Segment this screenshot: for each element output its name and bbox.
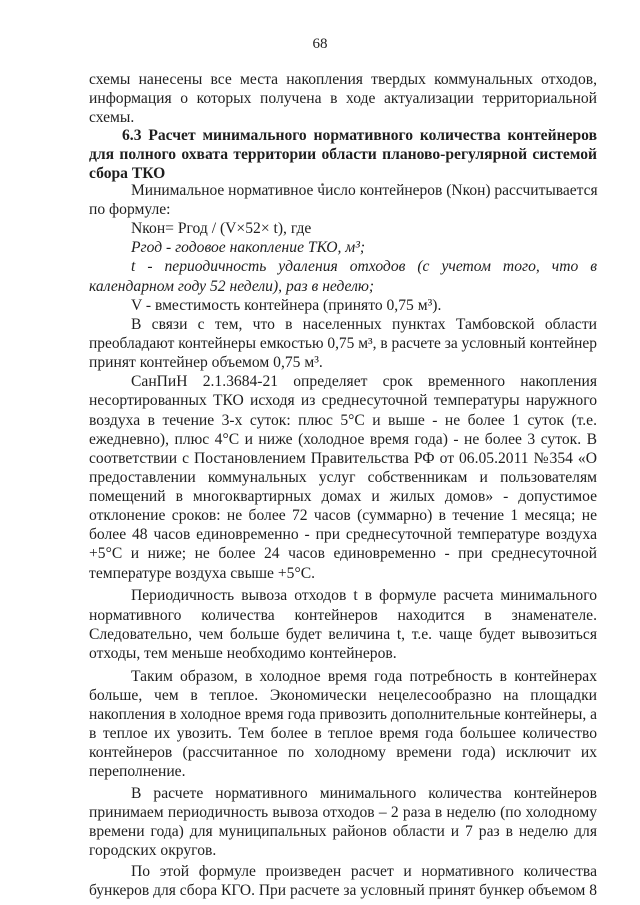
text-line: схемы. <box>89 109 135 127</box>
text-line: информация о которых получена в ходе актуализации территориальной <box>89 90 597 108</box>
text-line: температуре воздуха свыше +5°С. <box>89 564 315 582</box>
text-line: контейнеров (рассчитанное по холодному времени года) исключит их <box>89 744 597 762</box>
formula-line: Nкон= Ргод / (V×52× t), где <box>131 220 312 238</box>
text-line: отклонение сроков: не более 72 часов (суммарно) в течение 1 месяца; не <box>89 507 597 525</box>
text-line: воздуха в течение 3-х суток: плюс 5°С и выше - не более 1 суток (т.е. <box>89 411 597 429</box>
text-line: Таким образом, в холодное время года потребность в контейнерах <box>131 667 597 685</box>
text-line: СанПиН 2.1.3684-21 определяет срок временного накопления <box>131 373 597 391</box>
text-line: предоставлении коммунальных услуг собственникам и пользователям <box>89 468 597 486</box>
text-line: Периодичность вывоза отходов t в формуле расчета минимального <box>131 587 597 605</box>
text-line: времени года) для муниципальных районов области и 7 раз в неделю для <box>89 822 597 840</box>
section-heading-line: 6.3 Расчет минимального нормативного количества контейнеров <box>122 126 597 144</box>
text-line: переполнение. <box>89 763 186 781</box>
text-line: больше, чем в теплое. Экономически нецелесообразно на площадки <box>89 686 597 704</box>
text-line: Следовательно, чем больше будет величина t, т.е. чаще будет вывозиться <box>89 625 597 643</box>
formula-variable-line: V - вместимость контейнера (принято 0,75 м³). <box>131 296 442 314</box>
text-line: В связи с тем, что в населенных пунктах Тамбовской области <box>131 315 597 333</box>
formula-variable-line: календарном году 52 недели), раз в неделю; <box>89 277 375 295</box>
text-line: +5°С и ниже; не более 24 часов единовременно - при среднесуточной <box>89 545 597 563</box>
formula-variable-line: Ргод - годовое накопление ТКО, м³; <box>131 239 366 257</box>
text-line: принят контейнер объемом 0,75 м³. <box>89 354 323 372</box>
text-line: по формуле: <box>89 201 171 219</box>
text-line: накопления в холодное время года привозить дополнительные контейнеры, а <box>89 706 597 723</box>
text-line: соответствии с Постановлением Правительства РФ от 06.05.2011 №354 «О <box>89 449 597 467</box>
text-line: принимаем периодичность вывоза отходов – 2 раза в неделю (по холодному <box>89 803 597 821</box>
text-line: схемы нанесены все места накопления твердых коммунальных отходов, <box>89 71 597 88</box>
section-heading-line: сбора ТКО <box>89 164 166 182</box>
text-line: По этой формуле произведен расчет и нормативного количества <box>131 862 597 880</box>
section-heading-line: для полного охвата территории области планово-регулярной системой <box>89 145 597 163</box>
text-line: отходы, тем меньше необходимо контейнеров. <box>89 644 397 662</box>
text-line: несортированных ТКО исходя из среднесуточной температуры наружного <box>89 392 597 410</box>
text-line: В расчете нормативного минимального количества контейнеров <box>131 784 597 802</box>
text-line: преобладают контейнеры емкостью 0,75 м³, в расчете за условный контейнер <box>89 335 597 352</box>
text-line: более 48 часов единовременно - при среднесуточной температуре воздуха <box>89 526 597 544</box>
text-line: ежедневно), плюс 4°С и ниже (холодное время года) - не более 3 суток. В <box>89 430 597 448</box>
text-line: Минимальное нормативное число контейнеров (Nкон) рассчитывается <box>131 181 598 199</box>
text-line: городских округов. <box>89 841 217 859</box>
text-line: бункеров для сбора КГО. При расчете за условный принят бункер объемом 8 <box>89 882 597 899</box>
formula-variable-line: t - периодичность удаления отходов (с учетом того, что в <box>131 258 597 276</box>
text-line: нормативного количества контейнеров находится в знаменателе. <box>89 606 597 624</box>
text-line: в теплое их увозить. Тем более в теплое время года большее количество <box>89 725 597 743</box>
text-line: помещений в многоквартирных домах и жилых домов» - допустимое <box>89 488 597 505</box>
page-number: 68 <box>312 36 328 52</box>
